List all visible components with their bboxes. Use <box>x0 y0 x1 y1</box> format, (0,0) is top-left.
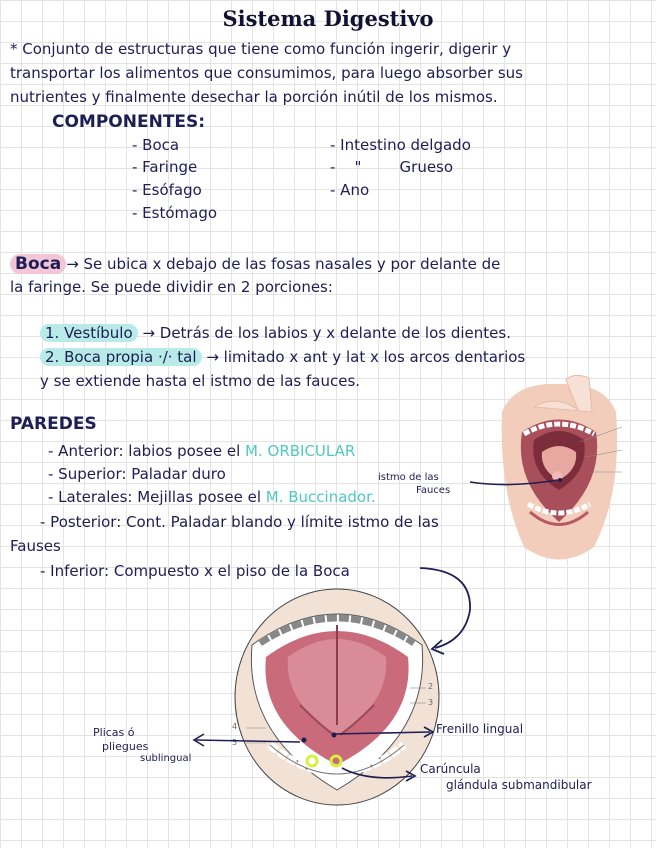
figure-number: 3 <box>428 698 434 707</box>
plicas-arrow <box>188 730 308 750</box>
component-item: - Estómago <box>132 204 218 222</box>
figure-number: 4 <box>232 722 238 731</box>
pared-inferior: - Inferior: Compuesto x el piso de la Boca <box>40 562 350 580</box>
component-item: - Ano <box>330 181 370 199</box>
caruncula-arrow <box>338 762 423 786</box>
page-title: Sistema Digestivo <box>222 6 434 31</box>
caruncula-label-2: glándula submandibular <box>446 778 592 792</box>
boca-propia-line-2: y se extiende hasta el istmo de las fauces. <box>40 372 361 390</box>
istmo-arrow <box>468 468 578 498</box>
intro-line-1: * Conjunto de estructuras que tiene como función ingerir, digerir y <box>10 40 512 58</box>
pared-posterior-1: - Posterior: Cont. Paladar blando y límite istmo de las <box>40 513 439 531</box>
plicas-label-2: pliegues <box>102 740 149 753</box>
figure-number: 2 <box>428 682 434 691</box>
figure-number: 5 <box>232 738 238 747</box>
musculo-orbicular: M. ORBICULAR <box>245 442 356 460</box>
plicas-label-1: Plicas ó <box>93 726 135 739</box>
istmo-label-1: istmo de las <box>378 472 439 483</box>
vestibulo-label: 1. Vestíbulo <box>40 324 138 342</box>
component-item: - Boca <box>132 136 180 154</box>
boca-line-1: → Se ubica x debajo de las fosas nasales y por delante de <box>66 255 501 273</box>
plicas-label-3: sublingual <box>140 753 192 764</box>
boca-line-2: la faringe. Se puede dividir en 2 porciones: <box>10 278 333 296</box>
musculo-buccinador: M. Buccinador. <box>265 488 376 506</box>
intro-line-3: nutrientes y finalmente desechar la porción inútil de los mismos. <box>10 88 498 106</box>
pared-posterior-2: Fauses <box>10 537 61 555</box>
intro-line-2: transportar los alimentos que consumimos, para luego absorber sus <box>10 64 523 82</box>
pared-anterior: - Anterior: labios posee el <box>48 442 241 460</box>
component-item: - Esófago <box>132 181 202 199</box>
frenillo-arrow <box>330 722 440 742</box>
componentes-heading: COMPONENTES: <box>52 112 206 132</box>
istmo-label-2: Fauces <box>416 485 451 496</box>
pared-laterales: - Laterales: Mejillas posee el <box>48 488 261 506</box>
boca-label: Boca <box>10 254 66 274</box>
pared-superior: - Superior: Paladar duro <box>48 465 226 483</box>
vestibulo-text: → Detrás de los labios y x delante de los dientes. <box>142 324 511 342</box>
component-item: - Faringe <box>132 158 198 176</box>
paredes-heading: PAREDES <box>10 414 97 434</box>
component-item: - Intestino delgado <box>330 136 471 154</box>
boca-propia-label: 2. Boca propia ·/· tal <box>40 348 202 366</box>
boca-propia-text: → limitado x ant y lat x los arcos dentarios <box>206 348 526 366</box>
component-item: - " Grueso <box>330 158 454 176</box>
frenillo-label: Frenillo lingual <box>436 722 524 736</box>
caruncula-label-1: Carúncula <box>420 762 481 776</box>
